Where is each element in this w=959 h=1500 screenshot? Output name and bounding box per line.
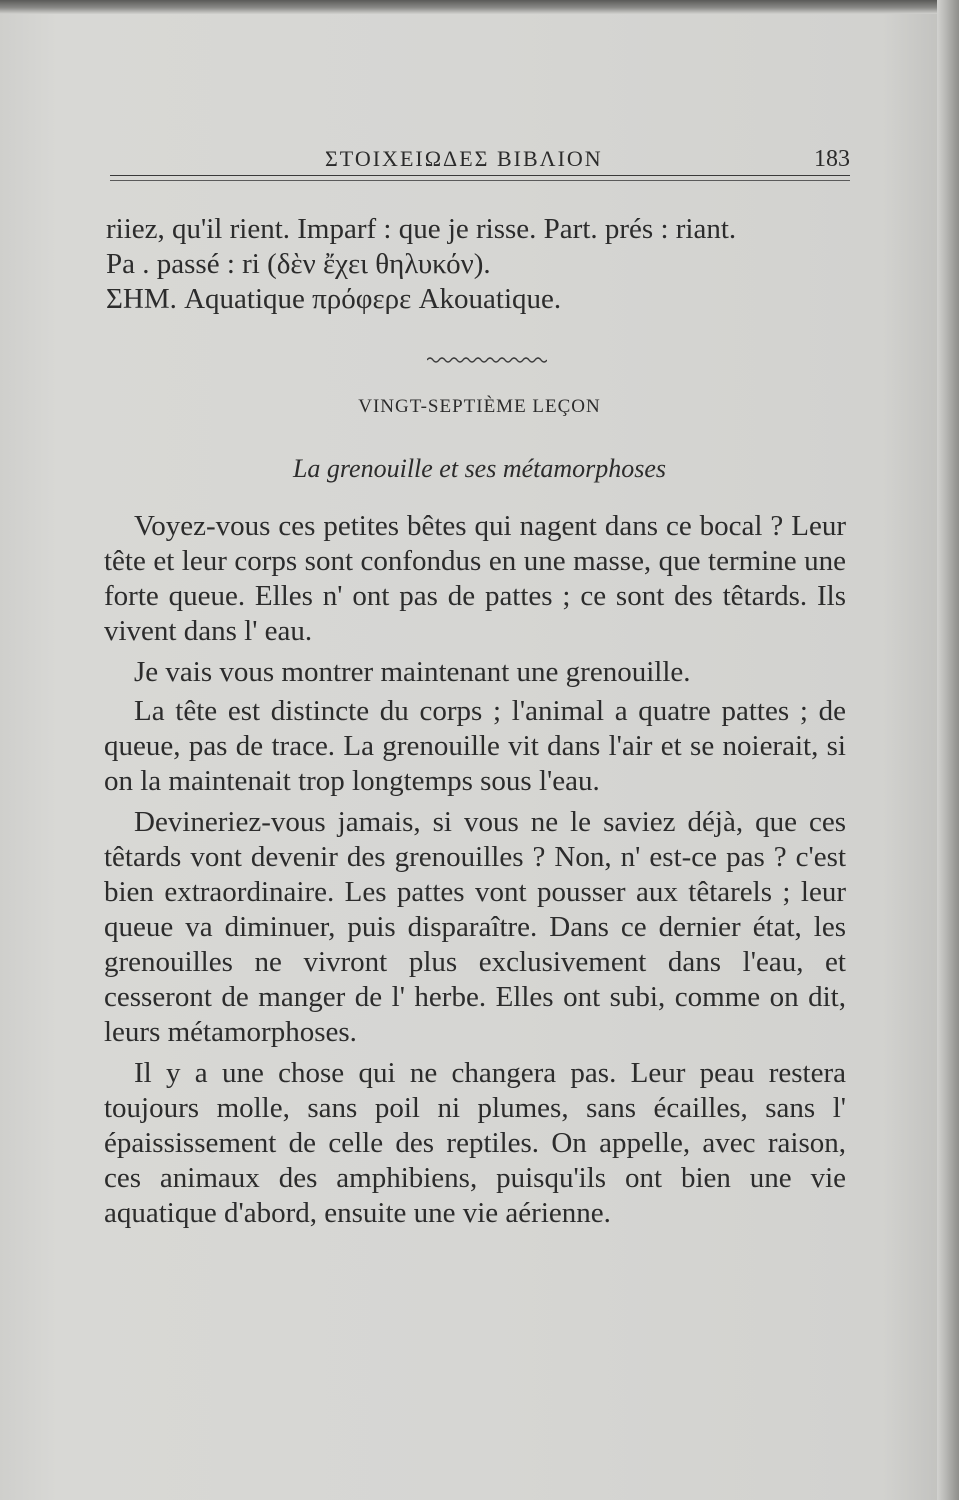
wavy-ornament-icon (427, 355, 547, 365)
paragraph-3: La tête est distincte du corps ; l'animal a quatre pattes ; de queue, pas de trace. La grenouille vit dans l'air et se noierait, si on la maintenait trop longtemps sous l'eau. (104, 695, 846, 797)
page-header (110, 140, 850, 180)
page-binding-edge (937, 0, 959, 1500)
carryover-line-2: Pa . passé : ri (δὲν ἔχει θηλυκόν). (106, 248, 491, 280)
paragraph-1: Voyez-vous ces petites bêtes qui nagent dans ce bocal ? Leur tête et leur corps sont confondus en une masse, que termine une forte queue. Elles n' ont pas de pattes ; ce sont des têtards. Ils vivent dans l' eau. (104, 510, 846, 647)
carryover-text (106, 212, 850, 317)
page-number: 183 (814, 146, 850, 172)
paragraph-4: Devineriez-vous jamais, si vous ne le saviez déjà, que ces têtards vont devenir des grenouilles ? Non, n' est-ce pas ? c'est bien extraordinaire. Les pattes vont pousser aux têtarels ; leur queue va diminuer, puis disparaître. Dans ce dernier état, les grenouilles ne vivront plus exclusivement dans l'eau, et cesseront de manger de l' herbe. Elles ont subi, comme on dit, leurs métamorphoses. (104, 806, 846, 1048)
running-title: ΣΤΟΙΧΕΙΩΔΕΣ ΒΙΒΛΙΟΝ (325, 146, 603, 171)
header-rule (110, 175, 850, 176)
header-rule-thin (110, 180, 850, 181)
carryover-line-1: riiez, qu'il rient. Imparf : que je risse. Part. prés : riant. (106, 213, 737, 245)
lesson-heading: VINGT-SEPTIÈME LEÇON (358, 396, 601, 417)
page-top-edge (0, 0, 959, 14)
paragraph-5: Il y a une chose qui ne changera pas. Leur peau restera toujours molle, sans poil ni plumes, sans écailles, sans l' épaississement de celle des reptiles. On appelle, avec raison, ces animaux des amphibiens, puisqu'ils ont bien une vie aquatique d'abord, ensuite une vie aérienne. (104, 1057, 846, 1229)
pronunciation-note: ΣΗΜ. Aquatique πρόφερε Akouatique. (106, 283, 562, 315)
paragraph-2: Je vais vous montrer maintenant une grenouille. (134, 656, 691, 688)
lesson-title: La grenouille et ses métamorphoses (292, 454, 667, 483)
lesson-body (104, 509, 846, 1237)
